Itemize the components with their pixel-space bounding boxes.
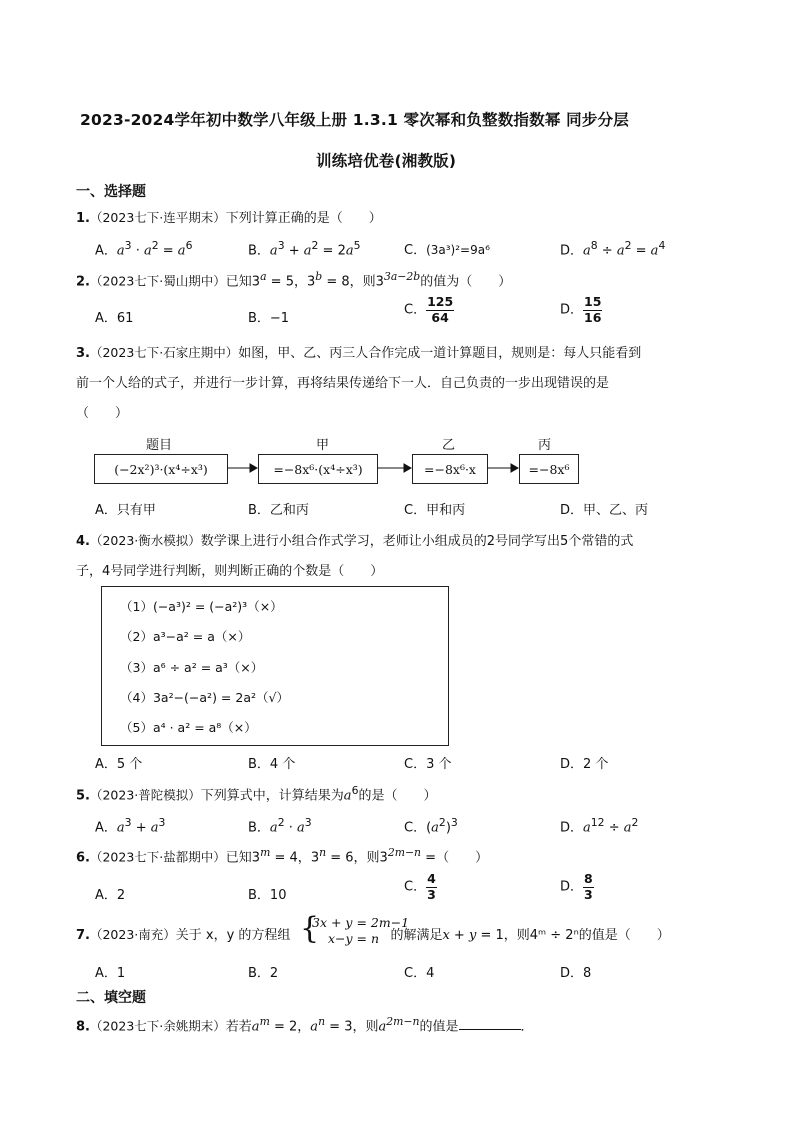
q1-option-d: D．$a^8 \div a^2 = a^4$	[560, 239, 666, 259]
q4-option-d: D．2 个	[560, 757, 609, 772]
flow-box-bing: =−8x⁶	[519, 454, 579, 484]
section-heading-choice: 一、选择题	[76, 184, 146, 200]
question-6: 6.（2023七下·盐都期中）已知$3^m = 4$，$3^n = 6$，则$3^{2m-n}$ =（ ）	[76, 846, 489, 866]
flow-label-jia: 甲	[316, 438, 330, 453]
q2-option-b: B．−1	[248, 311, 290, 326]
flow-label-yi: 乙	[442, 438, 456, 453]
q6-option-b: B．10	[248, 888, 287, 903]
q4-item: （3）a⁶ ÷ a² = a³（×）	[120, 660, 264, 675]
question-5: 5.（2023·普陀模拟）下列算式中，计算结果为$a^6$的是（ ）	[76, 784, 437, 804]
question-4: 4.（2023·衡水模拟）数学课上进行小组合作式学习，老师让小组成员的2号同学写出5个常错的式 子，4号同学进行判断，则判断正确的个数是（ ）	[76, 533, 634, 579]
q5-option-c: C．$(a^2)^3$	[404, 816, 458, 836]
q7-equation-1: 3x + y = 2m−1	[312, 915, 410, 930]
question-8: 8.（2023七下·余姚期末）若若$a^m = 2$，$a^n = 3$，则$a^{2m-n}$的值是 ．	[76, 1015, 534, 1035]
q3-option-d: D．甲、乙、丙	[560, 503, 649, 518]
arrow-head	[250, 464, 257, 472]
question-7: 7.（2023·南充）关于 x，y 的方程组 的解满足x + y = 1，则4ᵐ ÷ 2ⁿ的值是（ ）	[76, 927, 670, 943]
q3-option-b: B．乙和丙	[248, 503, 309, 518]
q3-option-a: A．只有甲	[95, 503, 156, 518]
question-3: 3.（2023七下·石家庄期中）如图，甲、乙、丙三人合作完成一道计算题目，规则是：每人只能看到 前一个人给的式子，并进行一步计算，再将结果传递给下一人．自己负责的一步出现错误的是 （ ）	[76, 345, 642, 421]
q7-option-b: B．2	[248, 966, 279, 981]
flow-label-bing: 丙	[538, 438, 552, 453]
flow-box-yi: =−8x⁶·x	[412, 454, 488, 484]
q2-option-a: A．61	[95, 311, 134, 326]
flow-box-jia: =−8x⁶·(x⁴÷x³)	[258, 454, 378, 484]
q5-option-a: A．$a^3 + a^3$	[95, 816, 166, 836]
q7-option-c: C．4	[404, 966, 435, 981]
q7-equation-2: x−y = n	[328, 931, 380, 946]
flow-box-problem: (−2x²)³·(x⁴÷x³)	[94, 454, 228, 484]
equation-brace: {	[300, 911, 320, 946]
q4-item: （5）a⁴ · a² = a⁸（×）	[120, 720, 257, 735]
q1-option-b: B．$a^3 + a^2 = 2a^5$	[248, 239, 361, 259]
answer-blank[interactable]	[459, 1017, 521, 1030]
q6-option-d: D． $\frac{8}{3}$	[560, 871, 593, 902]
arrow-head	[511, 464, 518, 472]
section-heading-fill: 二、填空题	[76, 990, 146, 1006]
q4-option-c: C．3 个	[404, 757, 452, 772]
q4-option-b: B．4 个	[248, 757, 296, 772]
q6-option-c: C． $\frac{4}{3}$	[404, 871, 436, 902]
arrow-head	[404, 464, 411, 472]
q5-option-d: D．$a^{12} \div a^2$	[560, 816, 639, 836]
q4-option-a: A．5 个	[95, 757, 143, 772]
q3-option-c: C．甲和丙	[404, 503, 466, 518]
q7-option-d: D．8	[560, 966, 592, 981]
question-stem: 下列计算正确的是（ ）	[225, 211, 382, 226]
q1-option-a: A．$a^3 \cdot a^2 = a^6$	[95, 239, 193, 259]
q7-option-a: A．1	[95, 966, 126, 981]
page-title-line2: 训练培优卷(湘教版)	[316, 152, 457, 170]
q5-option-b: B．$a^2 \cdot a^3$	[248, 816, 312, 836]
question-number: 1.	[76, 211, 90, 226]
q4-item: （1）(−a³)² = (−a²)³（×）	[120, 599, 283, 614]
q1-option-c: C．(3a³)²=9a⁶	[404, 243, 490, 258]
q2-option-c: C． $\frac{125}{64}$	[404, 294, 454, 325]
question-source: （2023七下·连平期末）	[89, 210, 226, 225]
q2-option-d: D． $\frac{15}{16}$	[560, 294, 602, 325]
q4-statement-box	[101, 586, 449, 746]
q4-item: （4）3a²−(−a²) = 2a²（√）	[120, 690, 289, 705]
flow-label-problem: 题目	[146, 438, 173, 453]
q4-item: （2）a³−a² = a（×）	[120, 629, 251, 644]
question-2: 2.（2023七下·蜀山期中）已知$3^a = 5$，$3^b = 8$，则$3^{3a-2b}$的值为（ ）	[76, 270, 512, 290]
q6-option-a: A．2	[95, 888, 126, 903]
page-title-line1: 2023-2024学年初中数学八年级上册 1.3.1 零次幂和负整数指数幂 同步分层	[80, 111, 629, 129]
